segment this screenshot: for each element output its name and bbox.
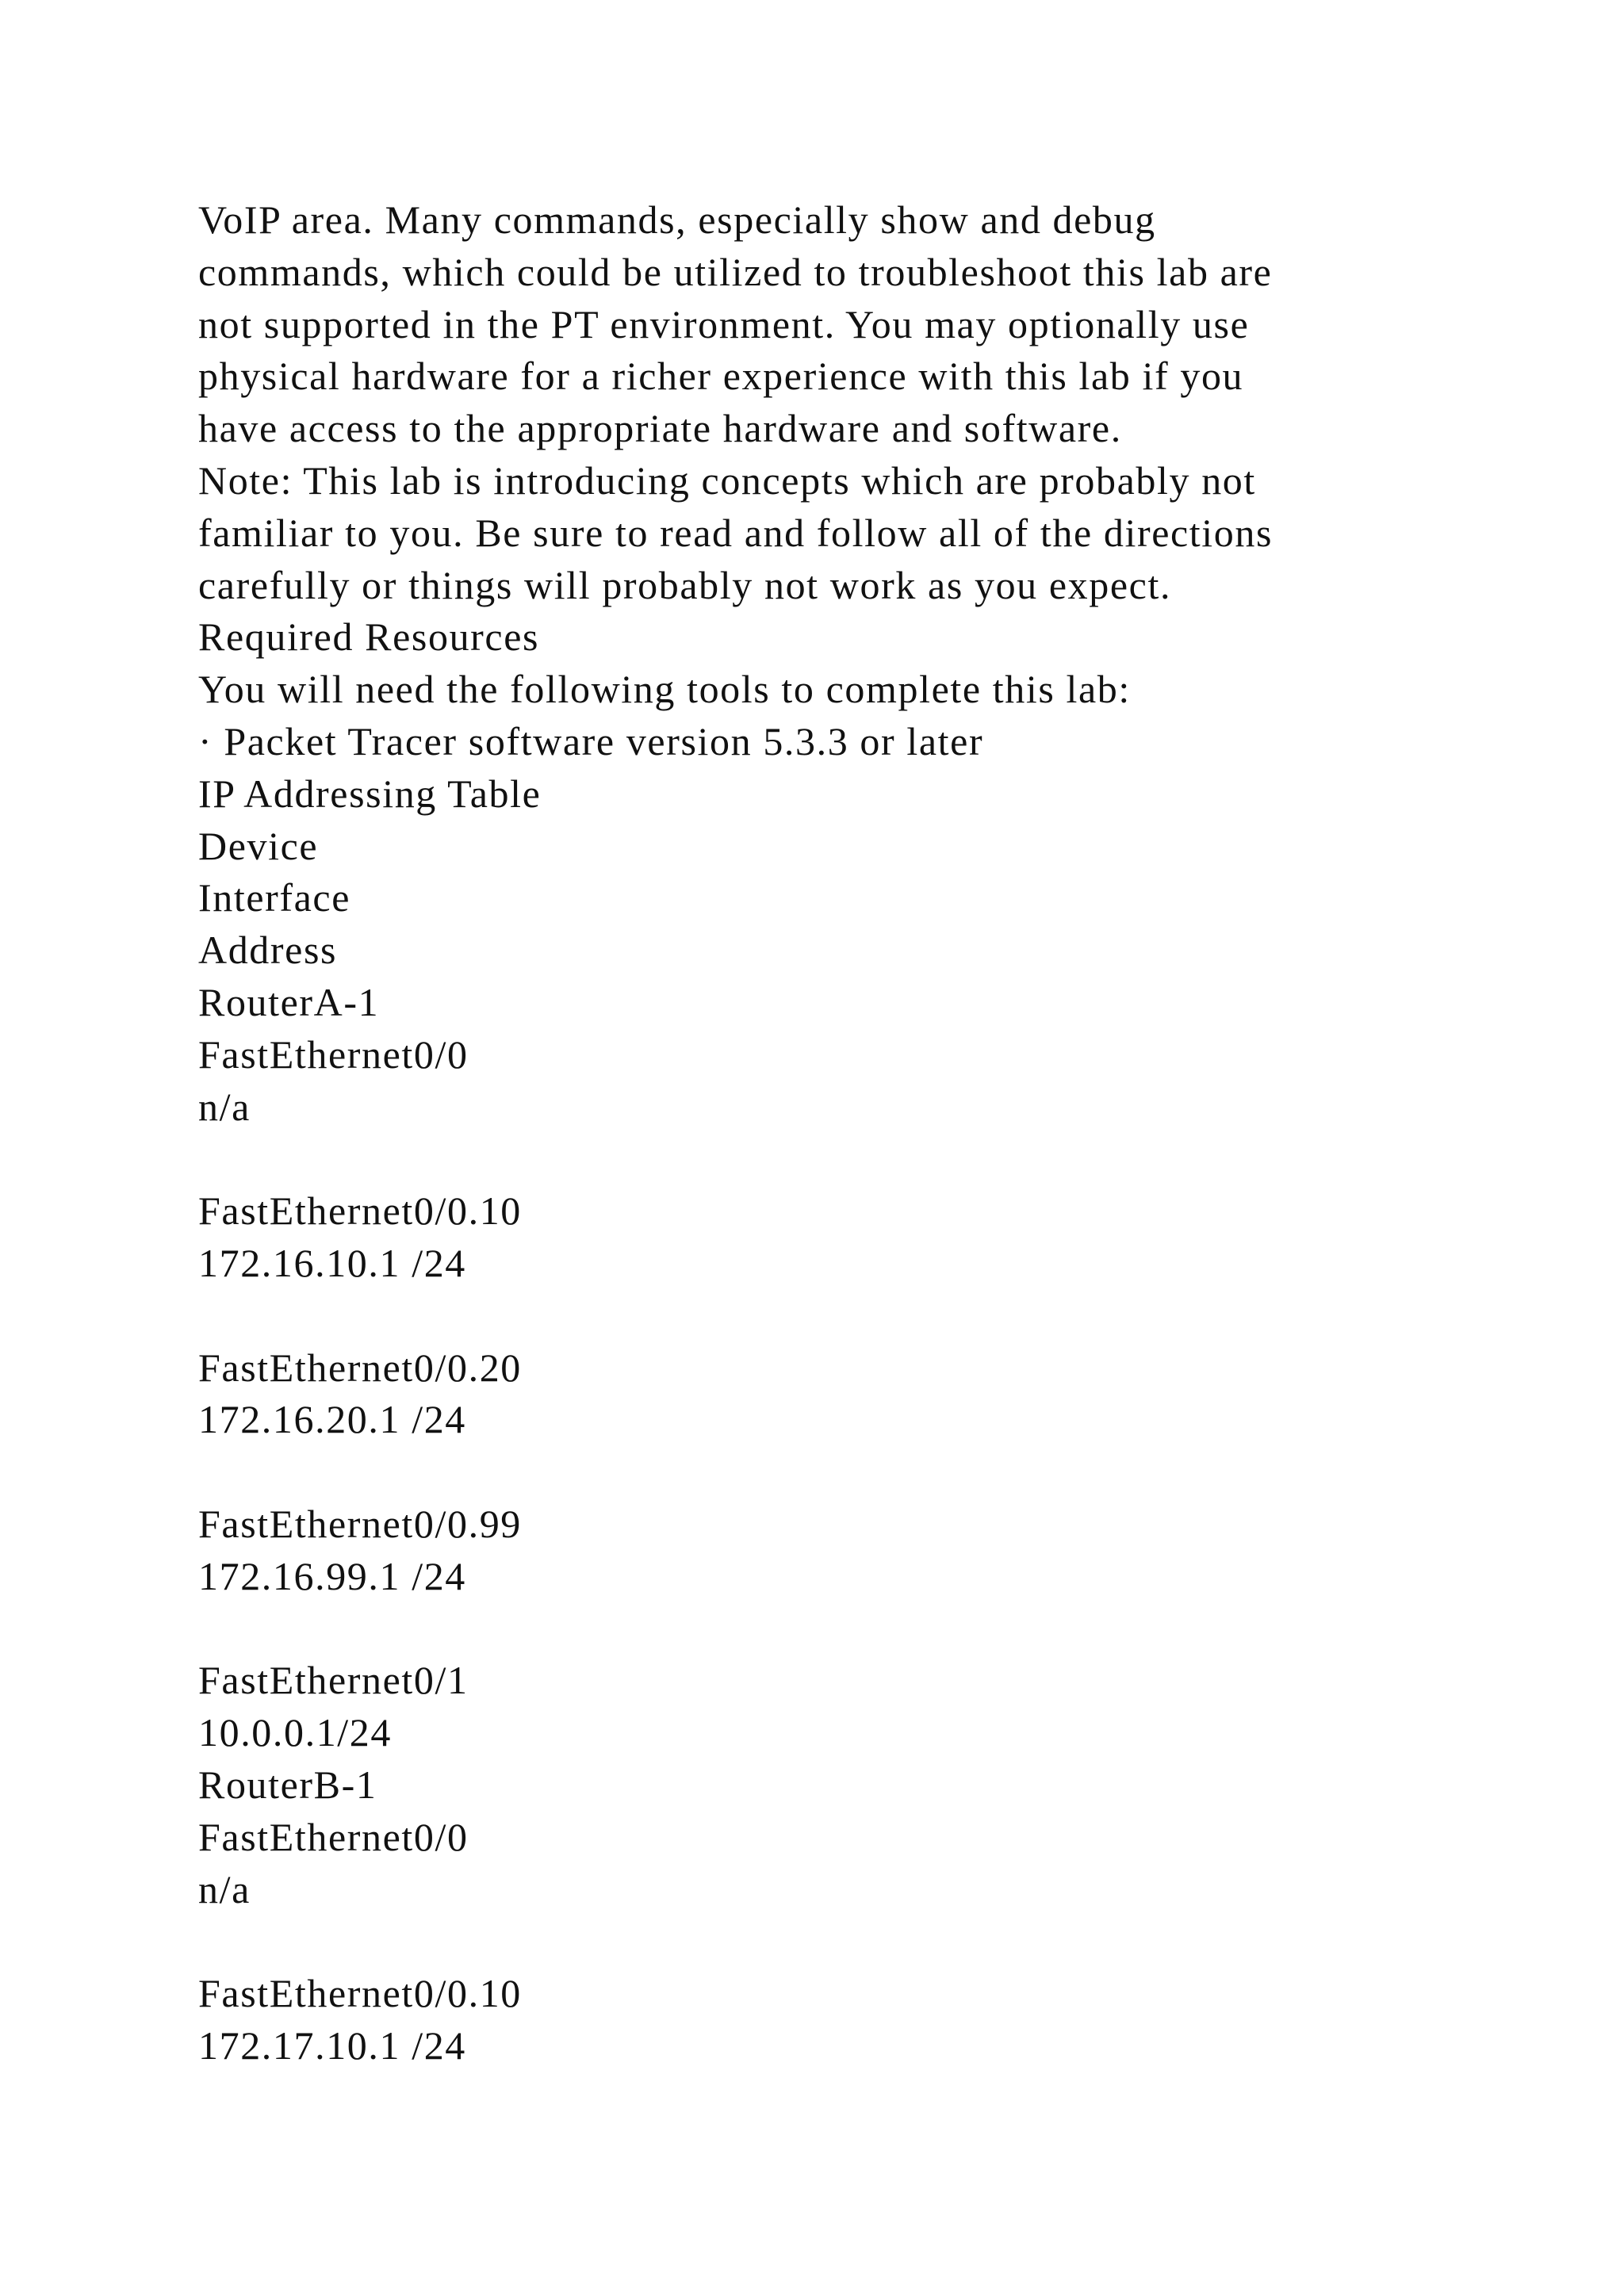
table-cell-interface: FastEthernet0/0 [198,1814,469,1859]
table-cell-device [198,1915,1467,1968]
table-cell-device [198,1290,1467,1342]
required-resources-section [198,611,1467,767]
table-row [198,1915,1467,2072]
text-line: physical hardware for a richer experience with this lab if you [198,354,1244,399]
table-header-device: Device [198,823,319,868]
ip-addressing-table [198,768,1467,2072]
table-cell-address: 172.16.20.1 /24 [198,1397,466,1442]
text-line: VoIP area. Many commands, especially show and debug [198,197,1156,242]
intro-paragraph [198,194,1467,455]
section-intro: You will need the following tools to complete this lab: [198,667,1131,712]
table-cell-address: 172.16.10.1 /24 [198,1240,466,1285]
table-row [198,977,1467,1133]
document-page [198,194,1467,2072]
table-row [198,1290,1467,1446]
table-cell-address: 172.16.99.1 /24 [198,1553,466,1598]
table-row [198,1603,1467,1759]
list-item: · Packet Tracer software version 5.3.3 or later [198,718,984,763]
table-cell-interface: FastEthernet0/0.10 [198,1971,522,2016]
text-line: Note: This lab is introducing concepts which are probably not [198,457,1256,503]
table-cell-address: n/a [198,1866,251,1911]
table-cell-device [198,1446,1467,1498]
table-cell-device [198,1133,1467,1185]
table-cell-device: RouterB-1 [198,1762,377,1807]
text-line: familiar to you. Be sure to read and follow all of the directions [198,510,1274,555]
table-cell-device: RouterA-1 [198,979,380,1024]
note-paragraph [198,455,1467,611]
table-header-address: Address [198,928,338,973]
table-cell-interface: FastEthernet0/1 [198,1658,469,1703]
table-cell-interface: FastEthernet0/0.10 [198,1188,522,1234]
table-cell-address: 172.17.10.1 /24 [198,2022,466,2068]
table-row [198,1133,1467,1289]
table-cell-interface: FastEthernet0/0 [198,1031,469,1077]
section-heading: Required Resources [198,614,540,660]
text-line: have access to the appropriate hardware and software. [198,406,1122,451]
table-row [198,1759,1467,1915]
table-cell-interface: FastEthernet0/0.20 [198,1345,522,1390]
table-cell-device [198,1603,1467,1655]
text-line: not supported in the PT environment. You may optionally use [198,301,1250,346]
table-cell-address: n/a [198,1084,251,1129]
table-cell-address: 10.0.0.1/24 [198,1710,392,1755]
text-line: commands, which could be utilized to troubleshoot this lab are [198,249,1273,294]
table-cell-interface: FastEthernet0/0.99 [198,1501,522,1546]
table-title: IP Addressing Table [198,771,542,816]
table-header-interface: Interface [198,875,351,920]
table-row [198,1446,1467,1602]
text-line: carefully or things will probably not work as you expect. [198,562,1172,607]
